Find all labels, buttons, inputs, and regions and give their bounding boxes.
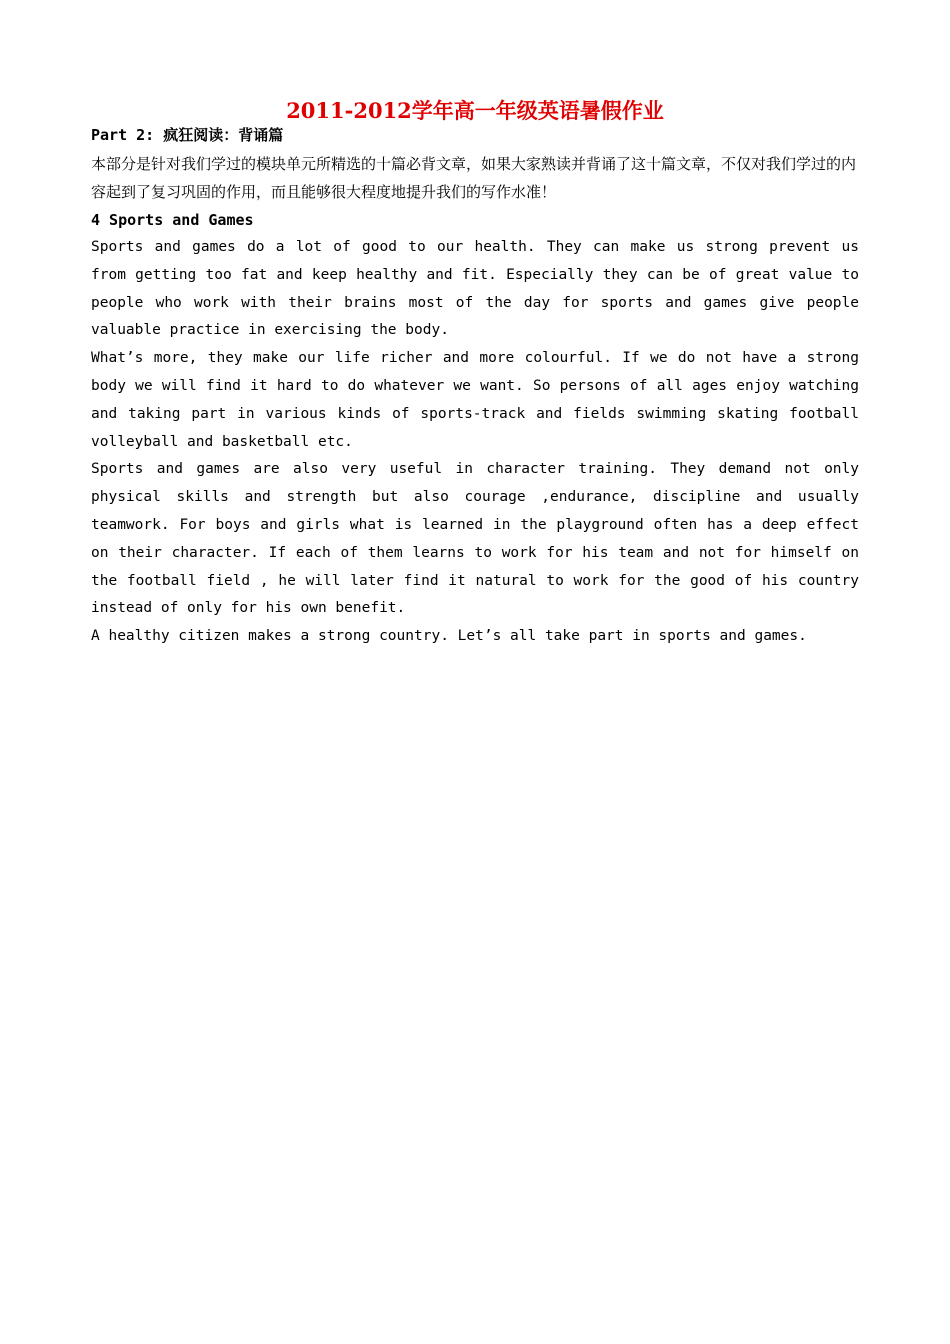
part-heading: Part 2: 疯狂阅读：背诵篇: [91, 126, 284, 144]
intro-paragraph: 本部分是针对我们学过的模块单元所精选的十篇必背文章，如果大家熟读并背诵了这十篇文章，不仅对我们学过的内容起到了复习巩固的作用，而且能够很大程度地提升我们的写作水准！: [91, 155, 857, 201]
document-title: 2011-2012学年高一年级英语暑假作业: [286, 98, 664, 123]
section-heading: 4 Sports and Games: [91, 211, 254, 229]
document-page: [91, 96, 859, 651]
body-paragraph-3: Sports and games are also very useful in character training. They demand not only physical skills and strength but also courage ,endurance, discipline and usually teamwork. For boys and girls what is learned in the playground often has a deep effect on their character. If each of them learns to work for his team and not for himself on the football field , he will later find it natural to work for the good of his country instead of only for his own benefit.: [91, 461, 859, 617]
body-paragraph-4: A healthy citizen makes a strong country. Let’s all take part in sports and games.: [91, 628, 807, 645]
body-paragraph-1: Sports and games do a lot of good to our health. They can make us strong prevent us from getting too fat and keep healthy and fit. Especially they can be of great value to people who work with their brains most of the day for sports and games give people valuable practice in exercising the body.: [91, 239, 859, 339]
body-paragraph-2: What’s more, they make our life richer and more colourful. If we do not have a strong body we will find it hard to do whatever we want. So persons of all ages enjoy watching and taking part in various kinds of sports-track and fields swimming skating football volleyball and basketball etc.: [91, 350, 859, 450]
